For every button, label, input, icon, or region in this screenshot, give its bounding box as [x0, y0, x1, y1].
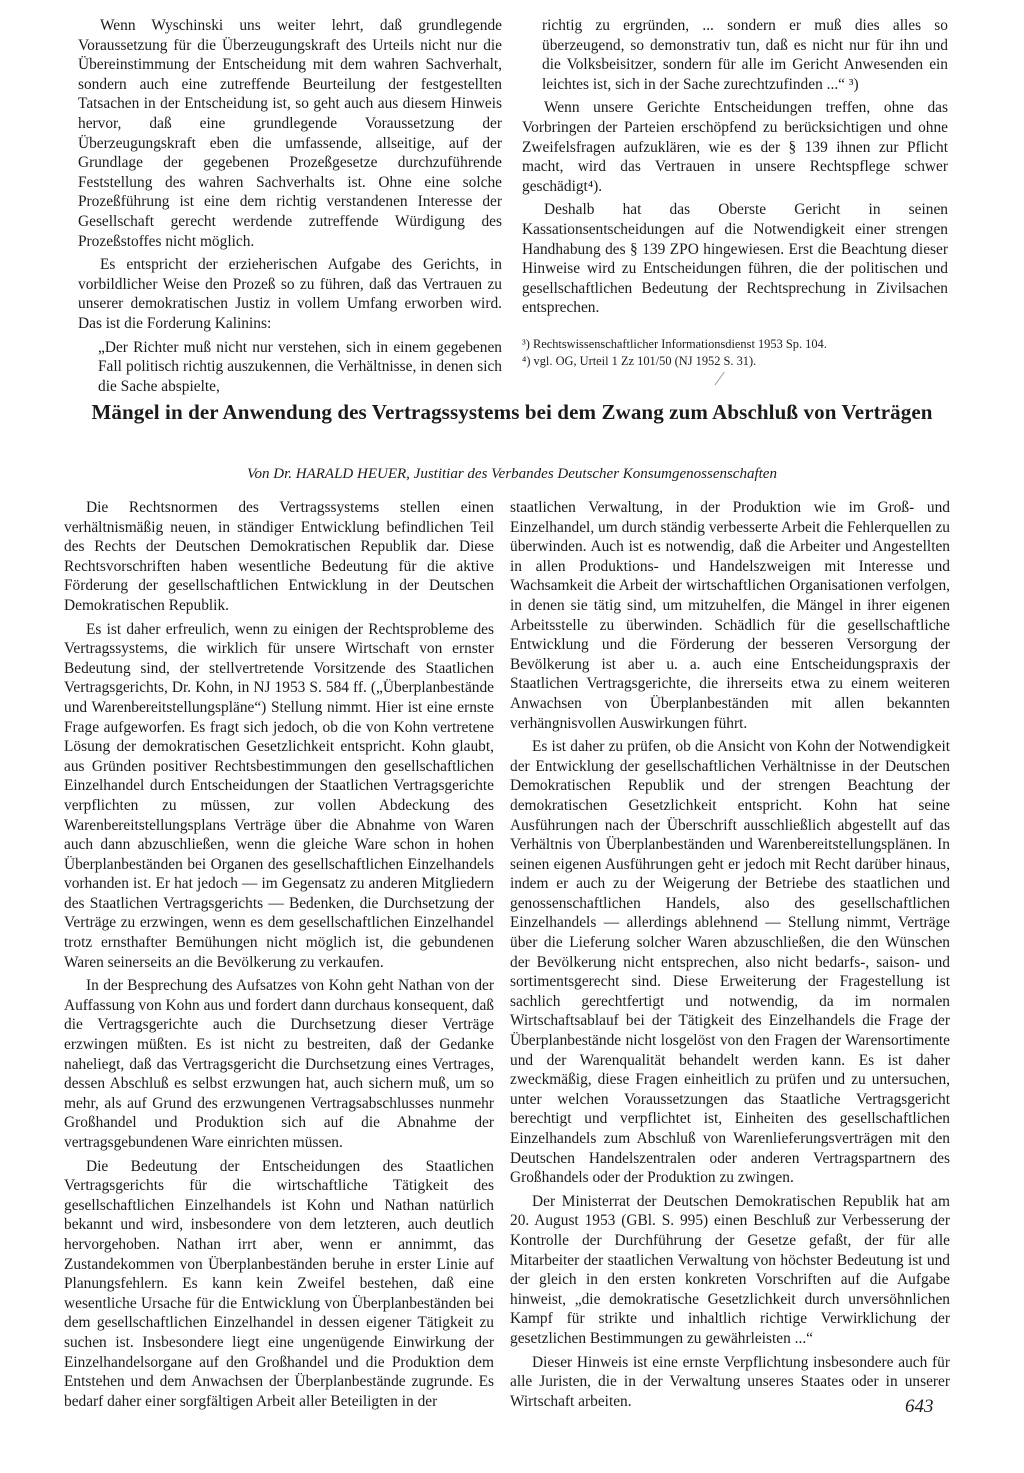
kalinin-quote: „Der Richter muß nicht nur verstehen, sich in einem gegebenen Fall politisch richtig auszukennen, die Verhältnisse, in denen sich die Sache abspielte,: [98, 338, 502, 395]
paragraph: Dieser Hinweis ist eine ernste Verpflichtung insbesondere auch für alle Juristen, die in der Verwaltung unseres Staates oder in unserer Wirtschaft arbeiten.: [510, 1353, 950, 1410]
bottom-left-column: [64, 498, 494, 1415]
top-right-column: [522, 16, 948, 370]
top-left-column: [78, 16, 502, 400]
paragraph: Deshalb hat das Oberste Gericht in seinen Kassationsentscheidungen auf die Notwendigkeit einer strengen Handhabung des § 139 ZPO hingewiesen. Erst die Beachtung dieser Hinweise wird zu Entscheidungen führen, die der politischen und gesellschaftlichen Bedeutung der Rechtsprechung in Zivilsachen entsprechen.: [522, 201, 948, 317]
paragraph: Es entspricht der erzieherischen Aufgabe des Gerichts, in vorbildlicher Weise den Prozeß so zu führen, daß das Vertrauen zu unserer demokratischen Justiz in vollem Umfang erworben wird. Das ist die Forderung Kalinins:: [78, 256, 502, 332]
footnotes: [522, 336, 948, 370]
paragraph: staatlichen Verwaltung, in der Produktion wie im Groß- und Einzelhandel, um durch ständig verbesserte Arbeit die Fehlerquellen zu überwinden. Auch ist es notwendig, daß die Arbeiter und Angestellten in allen Produktions- und Handelszweigen mit Interesse und Wachsamkeit die Arbeit der wirtschaftlichen Organisationen verfolgen, in denen sie tätig sind, um mitzuhelfen, die Mängel in ihrer eigenen Arbeitsstelle zu überwinden. Schädlich für die gesellschaftliche Entwicklung und die Förderung der besseren Versorgung der Bevölkerung ist aber u. a. auch eine Entscheidungspraxis der Staatlichen Vertragsgerichte, die ihrerseits etwa zu einem weiteren Anwachsen von Überplanbeständen mit allen bekannten verhängnisvollen Auswirkungen führt.: [510, 499, 950, 732]
paragraph: Wenn unsere Gerichte Entscheidungen treffen, ohne das Vorbringen der Parteien erschöpfend zu berücksichtigen und ohne Zweifelsfragen aufzuklären, wie es der § 139 ihnen zur Pflicht macht, wird das Vertrauen in unsere Rechtspflege schwer geschädigt⁴).: [522, 99, 948, 195]
paragraph: Der Ministerrat der Deutschen Demokratischen Republik hat am 20. August 1953 (GBl. S. 995) einen Beschluß zur Verbesserung der Kontrolle der Durchführung der Gesetze gefaßt, der für alle Mitarbeiter der staatlichen Verwaltung von höchster Bedeutung ist und der gleich in den ersten konkreten Vorschriften auf die Aufgabe hinweist, „die demokratische Gesetzlichkeit durch unversöhnlichen Kampf für strikte und inhaltlich richtige Verwirklichung der gesetzlichen Bestimmungen zu gewährleisten ...“: [510, 1192, 950, 1347]
footnote: ⁴) vgl. OG, Urteil 1 Zz 101/50 (NJ 1952 S. 31).: [522, 353, 757, 368]
paragraph: Die Rechtsnormen des Vertragssystems stellen einen verhältnismäßig neuen, in ständiger Entwicklung befindlichen Teil des Rechts der Deutschen Demokratischen Republik dar. Diese Rechtsvorschriften haben wesentliche Bedeutung für die aktive Förderung der gesellschaftlichen Entwicklung in der Deutschen Demokratischen Republik.: [64, 499, 494, 614]
footnote: ³) Rechtswissenschaftlicher Informationsdienst 1953 Sp. 104.: [522, 336, 827, 351]
paragraph: Wenn Wyschinski uns weiter lehrt, daß grundlegende Voraussetzung für die Überzeugungskraft des Urteils nicht nur die Übereinstimmung der Entscheidung mit dem wahren Sachverhalt, sondern auch eine zutreffende Beurteilung der festgestellten Tatsachen in der Entscheidung ist, so geht auch aus diesem Hinweis hervor, daß eine grundlegende Voraussetzung der Überzeugungskraft eben die umfassende, allseitige, auf der Grundlage der gegebenen Prozeßgesetze durchzuführende Feststellung des wahren Sachverhalts ist. Ohne eine solche Prozeßführung ist eine dem richtig verstandenen Interesse der Gesellschaft gerecht werdende zutreffende Würdigung des Prozeßstoffes nicht möglich.: [78, 17, 502, 250]
paragraph: In der Besprechung des Aufsatzes von Kohn geht Nathan von der Auffassung von Kohn aus und fordert dann durchaus konsequent, daß die Vertragsgerichte auch die Durchsetzung dieser Verträge erzwingen müßten. Es ist nicht zu bestreiten, daß der Gedanke naheliegt, daß das Vertragsgericht die Durchsetzung eines Vertrages, dessen Abschluß es selbst erzwungen hat, auch sichern muß, um so mehr, als auf Grund des erzwungenen Vertragsabschlusses nunmehr Großhandel und Produktion sich auf die Abnahme der vertragsgebundenen Ware einrichten müssen.: [64, 977, 494, 1151]
stray-mark: ⁄: [718, 368, 722, 390]
article-title: Mängel in der Anwendung des Vertragssystems bei dem Zwang zum Abschluß von Verträgen: [91, 400, 933, 424]
paragraph: Die Bedeutung der Entscheidungen des Staatlichen Vertragsgerichts für die wirtschaftliche Tätigkeit des gesellschaftlichen Einzelhandels ist Kohn und Nathan natürlich bekannt und wird, insbesondere von dem letzteren, auch deutlich hervorgehoben. Nathan irrt aber, wenn er annimmt, das Zustandekommen von Überplanbeständen beruhe in erster Linie auf Planungsfehlern. Es kann kein Zweifel bestehen, daß eine wesentliche Ursache für die Entwicklung von Überplanbeständen bei dem gesellschaftlichen Einzelhandel in dessen eigener Tätigkeit zu suchen ist. Insbesondere liegt eine ungenügende Einwirkung der Einzelhandelsorgane auf den Großhandel und die Produktion dem Entstehen und dem Anwachsen der Überplanbestände zugrunde. Es bedarf daher einer sorgfältigen Arbeit aller Beteiligten in der: [64, 1157, 494, 1410]
page-number: 643: [905, 1396, 934, 1417]
paragraph: Es ist daher zu prüfen, ob die Ansicht von Kohn der Notwendigkeit der Entwicklung der gesellschaftlichen Verhältnisse in der Deutschen Demokratischen Republik und der strengen Beachtung der demokratischen Gesetzlichkeit entspricht. Kohn hat seine Ausführungen nach der Überschrift ausschließlich abgestellt auf das Verhältnis von Überplanbeständen und Warenbereitstellungsplänen. In seinen eigenen Ausführungen geht er jedoch mit Recht darüber hinaus, indem er auch zu der Weigerung der Betriebe des staatlichen und genossenschaftlichen Handels, also des gesellschaftlichen Einzelhandels — allerdings ablehnend — Stellung nimmt, Verträge über die Lieferung solcher Waren abzuschließen, die den Wünschen der Bevölkerung nicht entsprechen, also nicht bedarfs-, saison- und sortimentsgerecht sind. Diese Erweiterung der Fragestellung ist sachlich gerechtfertigt und notwendig, da im normalen Wirtschaftsablauf bei der Tätigkeit des Einzelhandels die Frage der Überplanbestände nicht losgelöst von den Fragen der Warensortimente und der Warenqualität behandelt werden kann. Es ist daher zweckmäßig, diese Fragen einheitlich zu prüfen und zu untersuchen, unter welchen Voraussetzungen das Staatliche Vertragsgericht berechtigt und verpflichtet ist, Einheiten des gesellschaftlichen Einzelhandels zum Abschluß von Warenlieferungsverträgen mit den Deutschen Handelszentralen oder anderen Vertragspartnern des Großhandels oder der Produktion zu zwingen.: [510, 738, 950, 1187]
paragraph: Es ist daher erfreulich, wenn zu einigen der Rechtsprobleme des Vertragssystems, die wirklich für unsere Wirtschaft von ernster Bedeutung sind, der stellvertretende Vorsitzende des Staatlichen Vertragsgerichts, Dr. Kohn, in NJ 1953 S. 584 ff. („Überplanbestände und Warenbereitstellungspläne“) Stellung nimmt. Hier ist eine ernste Frage aufgeworfen. Es fragt sich jedoch, ob die von Kohn vertretene Lösung der demokratischen Gesetzlichkeit entspricht. Kohn glaubt, aus Gründen positiver Rechtsbestimmungen den gesellschaftlichen Einzelhandel durch Entscheidungen der Staatlichen Vertragsgerichte verpflichten zu müssen, zur vollen Abdeckung des Warenbereitstellungsplans Verträge über die Abnahme von Waren auch dann abzuschließen, wenn die gleiche Ware schon in hohen Überplanbeständen bei Organen des gesellschaftlichen Einzelhandels vorhanden ist. Er hat jedoch — im Gegensatz zu anderen Mitgliedern des Staatlichen Vertragsgerichts — Bedenken, die Durchsetzung der Verträge zu erzwingen, wenn es dem gesellschaftlichen Einzelhandel trotz ernsthafter Bemühungen nicht möglich ist, die gebundenen Waren seinerseits an die Bevölkerung zu verkaufen.: [64, 620, 494, 971]
bottom-right-column: [510, 498, 950, 1415]
kalinin-quote-continued: richtig zu ergründen, ... sondern er muß dies alles so überzeugend, so demonstrativ tun, daß es nicht nur für ihn und die Volksbeisitzer, sondern für alle im Gericht Anwesenden ein leichtes ist, sich in der Sache zurechtzufinden ...“ ³): [542, 17, 948, 93]
article-byline: Von Dr. HARALD HEUER, Justitiar des Verbandes Deutscher Konsumgenossenschaften: [247, 466, 777, 482]
